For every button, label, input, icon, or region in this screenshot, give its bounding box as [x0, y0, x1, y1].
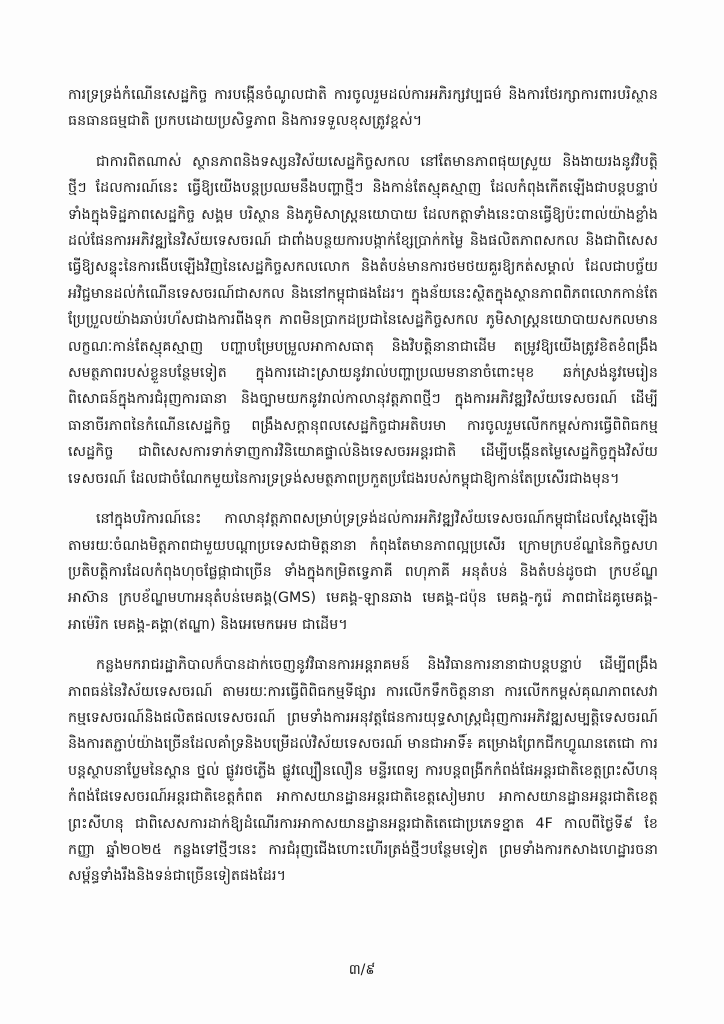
page-number: ៣/៩	[348, 962, 376, 978]
paragraph-4: កន្លងមករាជរដ្ឋាភិបាលក៏បានដាក់ចេញនូវវិធានការអន្តរាគមន៍ និងវិធានការនានាជាបន្តបន្ទាប់ ដើម្បីពង្រឹងភាពធន់នៃវិស័យទេសចរណ៍ តាមរយៈការធ្វើពិពិធកម្មទីផ្សារ ការលើកទឹកចិត្តនានា ការលើកកម្ពស់គុណភាពសេវាកម្មទេសចរណ៍និងផលិតផលទេសចរណ៍ ព្រមទាំងការអនុវត្តផែនការយុទ្ធសាស្ត្រជំរុញការអភិវឌ្ឍសម្បត្តិទេសចរណ៍និងការតភ្ជាប់យ៉ាងច្រើនដែលគាំទ្រនិងបម្រើដល់វិស័យទេសចរណ៍ មានជាអាទិ៍៖ គម្រោងព្រែកជីកហ្វូណនតេជោ ការបន្តស្ថាបនាប្លែមនៃស្ពាន ថ្នល់ ផ្លូវរថភ្លើង ផ្លូវល្បឿនលឿន មន្ទីរពេទ្យ ការបន្តពង្រីកកំពង់ផែអន្តរជាតិខេត្តព្រះសីហនុ កំពង់ផែទេសចរណ៍អន្តរជាតិខេត្តកំពត អាកាសយានដ្ឋានអន្តរជាតិខេត្តសៀមរាប អាកាសយានដ្ឋានអន្តរជាតិខេត្តព្រះសីហនុ ជាពិសេសការដាក់ឱ្យដំណើរការអាកាសយានដ្ឋានអន្តរជាតិតេជោប្រភេទខ្នាត 4F កាលពីថ្ងៃទី៩ ខែកញ្ញា ឆ្នាំ២០២៥ កន្លងទៅថ្មីៗនេះ ការជំរុញជើងហោះហើរត្រង់ថ្មីៗបន្ថែមទៀត ព្រមទាំងការកសាងហេដ្ឋារចនាសម្ព័ន្ធទាំងរឹងនិងទន់ជាច្រើនទៀតផងដែរ។	[68, 657, 658, 885]
paragraph-3: នៅក្នុងបរិការណ៍នេះ កាលានុវត្តភាពសម្រាប់ទ្រទ្រង់ដល់ការអភិវឌ្ឍវិស័យទេសចរណ៍កម្ពុជាដែលស្ដែងឡើងតាមរយៈចំណងមិត្តភាពជាមួយបណ្ដាប្រទេសជាមិត្តនានា កំពុងតែមានភាពល្អប្រសើរ ក្រោមក្របខ័ណ្ឌនៃកិច្ចសហប្រតិបត្តិការដែលកំពុងហុចផ្លែផ្កាជាច្រើន ទាំងក្នុងកម្រិតទ្វេភាគី ពហុភាគី អនុតំបន់ និងតំបន់ដូចជា ក្របខ័ណ្ឌអាស៊ាន ក្របខ័ណ្ឌមហាអនុតំបន់មេគង្គ(GMS) មេគង្គ-ឡានឆាង មេគង្គ-ជប៉ុន មេគង្គ-កូរ៉េ ភាពជាដៃគូមេគង្គ-អាម៉េរិក មេគង្គ-គង្គា(ឥណ្ឌា) និងអេមេកអេម ជាដើម។	[68, 511, 658, 633]
document-body	[68, 82, 658, 904]
paragraph-2: ជាការពិតណាស់ ស្ថានភាពនិងទស្សនវិស័យសេដ្ឋកិច្ចសកល នៅតែមានភាពផុយស្រួយ និងងាយរងនូវវិបត្តិថ្មីៗ ដែលការណ៍នេះ ធ្វើឱ្យយើងបន្តប្រឈមនឹងបញ្ហាថ្មីៗ និងកាន់តែស្មុគស្មាញ ដែលកំពុងកើតឡើងជាបន្តបន្ទាប់ ទាំងក្នុងទិដ្ឋភាពសេដ្ឋកិច្ច សង្គម បរិស្ថាន និងភូមិសាស្ត្រនយោបាយ ដែលកត្តាទាំងនេះបានធ្វើឱ្យប៉ះពាល់យ៉ាងខ្លាំងដល់ផែនការអភិវឌ្ឍនៃវិស័យទេសចរណ៍ ជាពាំងបន្ថយការបង្កាក់ខ្សែប្រាក់កម្លៃ និងផលិតភាពសកល និងជាពិសេសធ្វើឱ្យសន្ទុះនៃការងើបឡើងវិញនៃសេដ្ឋកិច្ចសកលលោក និងតំបន់មានការថមថយគួរឱ្យកត់សម្គាល់ ដែលជាបច្ច័យអវិជ្ជមានដល់កំណើនទេសចរណ៍ជាសកល និងនៅកម្ពុជាផងដែរ។ ក្នុងន័យនេះស្ថិតក្នុងស្ថានភាពពិភពលោកកាន់តែប្រែប្រួលយ៉ាងឆាប់រហ័សជាងការពីងទុក ភាពមិនប្រាកដប្រជានៃសេដ្ឋកិច្ចសកល ភូមិសាស្ត្រនយោបាយសកលមានលក្ខណៈកាន់តែស្មុគស្មាញ បញ្ហាបម្រែបម្រួលអាកាសធាតុ និងវិបត្តិនានាជាដើម តម្រូវឱ្យយើងត្រូវខិតខំពង្រឹងសមត្ថភាពរបស់ខ្លួនបន្ថែមទៀត ក្នុងការដោះស្រាយនូវរាល់បញ្ហាប្រឈមនានាចំពោះមុខ ឆក់ស្រង់នូវមេរៀនពិសោធន៍ក្នុងការជំរុញការធានា និងច្បាមយកនូវរាល់កាលានុវត្តភាពថ្មីៗ ក្នុងការអភិវឌ្ឍវិស័យទេសចរណ៍ ដើម្បីធានាចីរភាពនៃកំណើនសេដ្ឋកិច្ច ពង្រឹងសក្តានុពលសេដ្ឋកិច្ចជាអតិបរមា ការចូលរួមលើកកម្ពស់ការធ្វើពិពិធកម្មសេដ្ឋកិច្ច ជាពិសេសការទាក់ទាញការវិនិយោគផ្ទាល់និងទេសចរអន្តរជាតិ ដើម្បីបង្កើនតម្លៃសេដ្ឋកិច្ចក្នុងវិស័យទេសចរណ៍ ដែលជាចំណែកមួយនៃការទ្រទ្រង់សមត្ថភាពប្រកួតប្រជែងរបស់កម្ពុជាឱ្យកាន់តែប្រសើរជាងមុន។	[68, 153, 658, 487]
paragraph-1: ការទ្រទ្រង់កំណើនសេដ្ឋកិច្ច ការបង្កើនចំណូលជាតិ ការចូលរួមដល់ការអភិរក្សវប្បធម៌ និងការថែរក្សាការពារបរិស្ថាន ធនធានធម្មជាតិ ប្រកបដោយប្រសិទ្ធភាព និងការទទួលខុសត្រូវខ្ពស់។	[68, 87, 658, 130]
